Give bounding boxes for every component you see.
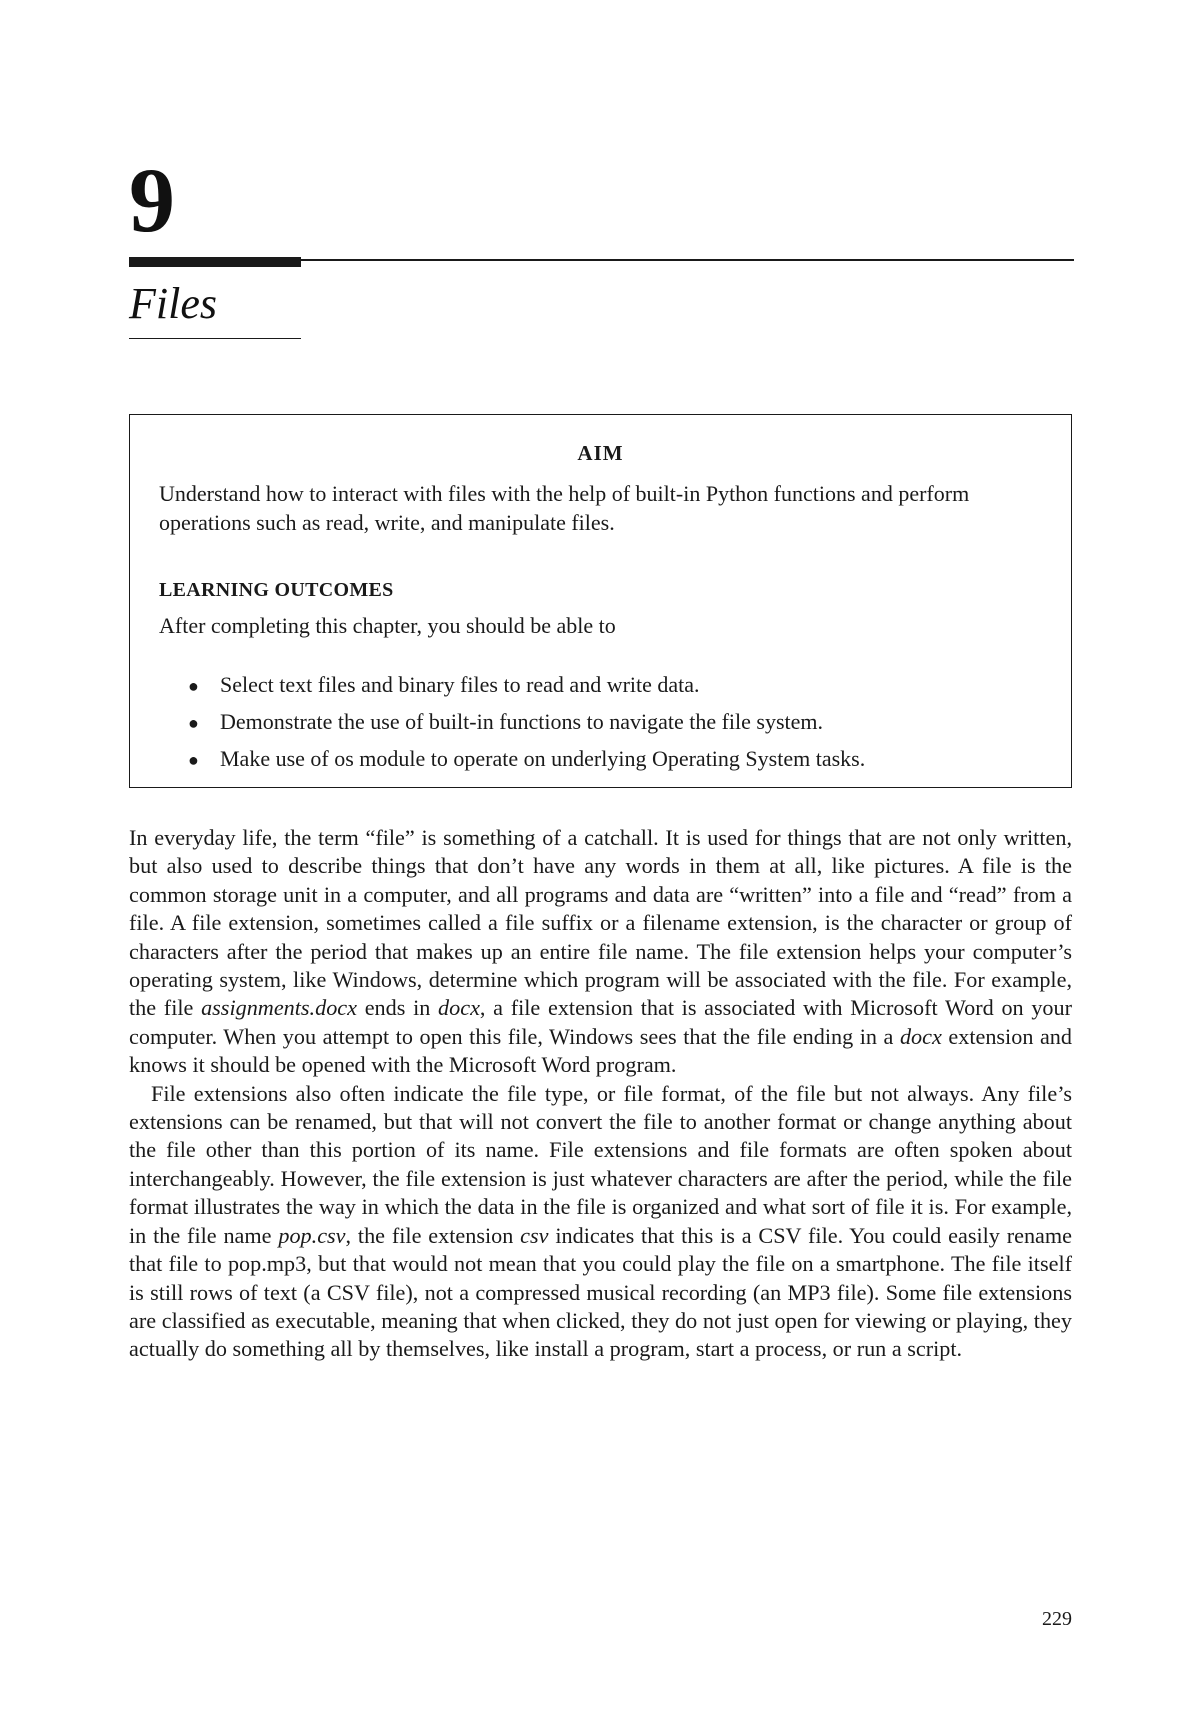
aim-box — [129, 414, 1072, 788]
chapter-number: 9 — [129, 149, 175, 251]
filename-italic: pop.csv — [278, 1222, 346, 1248]
aim-heading: AIM — [577, 441, 624, 465]
outcome-text: Demonstrate the use of built-in functions to navigate the file system. — [220, 709, 824, 734]
list-item — [188, 741, 865, 778]
filename-italic: assignments.docx — [201, 995, 357, 1021]
chapter-rule-thin — [301, 259, 1074, 261]
chapter-title: Files — [129, 279, 217, 328]
body-text — [129, 824, 1072, 1364]
chapter-rule-thick — [129, 257, 301, 267]
learning-outcomes-heading: LEARNING OUTCOMES — [159, 579, 394, 601]
bullet-icon: ● — [188, 676, 199, 696]
text-run: , a file extension that is associated with Microsoft Word on your computer. When you attempt to open this file, Windows sees that the file ending in a — [129, 995, 1072, 1049]
text-run: File extensions also often indicate the file type, or file format, of the file but not always. Any file’s extensions can be renamed, but that will not convert the file to another format or change anything about the file other than this portion of its name. File extensions and file formats are often spoken about interchangeably. However, the file extension is just whatever characters are after the period, while the file format illustrates the way in which the data in the file is organized and what sort of file it is. For example, in the file name — [129, 1080, 1072, 1248]
learning-outcomes-intro: After completing this chapter, you should be able to — [159, 613, 616, 638]
learning-outcomes-list — [188, 667, 865, 778]
chapter-title-underline — [129, 338, 301, 339]
extension-italic: csv — [520, 1222, 549, 1248]
book-page — [129, 0, 1074, 1714]
text-run: indicates that this is a CSV file. You could easily rename that file to pop.mp3, but that would not mean that you could play the file on a smartphone. The file itself is still rows of text (a CSV file), not a compressed musical recording (an MP3 file). Some file extensions are classified as executable, meaning that when clicked, they do not just open for viewing or playing, they actually do something all by themselves, like install a program, start a process, or run a script. — [129, 1222, 1072, 1362]
outcome-text: Select text files and binary files to read and write data. — [220, 672, 700, 697]
bullet-icon: ● — [188, 713, 199, 733]
text-run: In everyday life, the term “file” is something of a catchall. It is used for things that are not only written, but also used to describe things that don’t have any words in them at all, like pictures. A file is the common storage unit in a computer, and all programs and data are “written” into a file and “read” from a file. A file extension, sometimes called a file suffix or a filename extension, is the character or group of characters after the period that makes up an entire file name. The file extension helps your computer’s operating system, like Windows, determine which program will be associated with the file. For example, the file — [129, 825, 1072, 1021]
text-run: , the file extension — [345, 1222, 521, 1248]
extension-italic: docx — [438, 995, 480, 1021]
list-item — [188, 667, 865, 704]
extension-italic: docx — [899, 1023, 942, 1049]
bullet-icon: ● — [188, 750, 199, 770]
text-run: ends in — [357, 995, 439, 1021]
paragraph-2 — [129, 1080, 1072, 1364]
paragraph-1 — [129, 824, 1072, 1080]
text-run: extension and knows it should be opened with the Microsoft Word program. — [129, 1023, 1072, 1078]
outcome-text: Make use of os module to operate on underlying Operating System tasks. — [220, 746, 866, 771]
aim-text: Understand how to interact with files with the help of built-in Python functions and perform operations such as read, write, and manipulate files. — [159, 481, 970, 535]
page-number: 229 — [1042, 1608, 1072, 1630]
list-item — [188, 704, 865, 741]
